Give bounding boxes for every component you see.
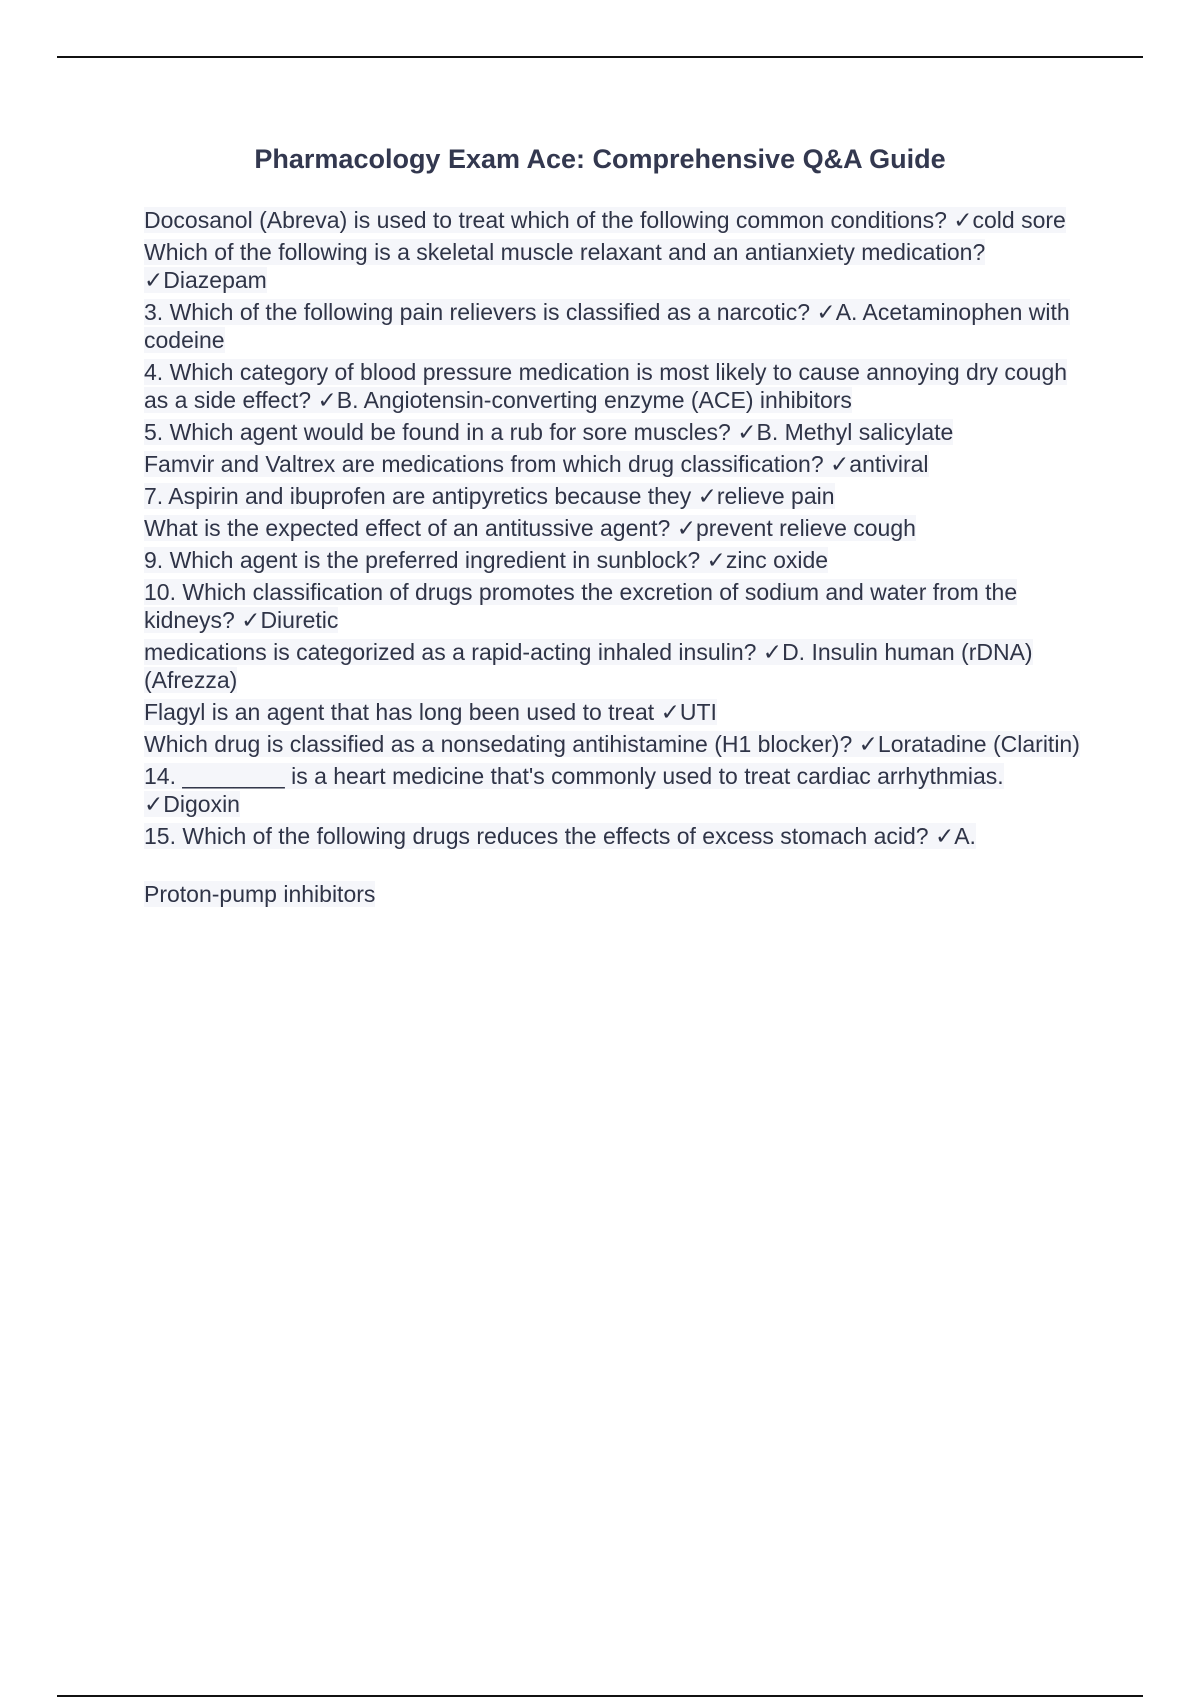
qa-item: 3. Which of the following pain relievers is classified as a narcotic? ✓A. Acetaminophen with codeine xyxy=(144,299,1070,353)
qa-item: 4. Which category of blood pressure medication is most likely to cause annoying dry cough as a side effect? ✓B. Angiotensin-converting enzyme (ACE) inhibitors xyxy=(144,359,1068,413)
qa-item: Which drug is classified as a nonsedating antihistamine (H1 blocker)? ✓Loratadine (Claritin) xyxy=(144,731,1080,757)
qa-list xyxy=(144,206,1084,912)
qa-item: 15. Which of the following drugs reduces the effects of excess stomach acid? ✓A. xyxy=(144,823,976,849)
bottom-rule xyxy=(57,1695,1143,1697)
qa-answer-continuation: Proton-pump inhibitors xyxy=(144,881,376,907)
qa-item: 10. Which classification of drugs promotes the excretion of sodium and water from the kidneys? ✓Diuretic xyxy=(144,579,1018,633)
qa-item: Flagyl is an agent that has long been used to treat ✓UTI xyxy=(144,699,717,725)
qa-item: 9. Which agent is the preferred ingredient in sunblock? ✓zinc oxide xyxy=(144,547,829,573)
qa-item: Which of the following is a skeletal muscle relaxant and an antianxiety medication? ✓Diazepam xyxy=(144,239,986,293)
qa-item: Docosanol (Abreva) is used to treat which of the following common conditions? ✓cold sore xyxy=(144,207,1066,233)
qa-item: 5. Which agent would be found in a rub for sore muscles? ✓B. Methyl salicylate xyxy=(144,419,954,445)
qa-item: What is the expected effect of an antitussive agent? ✓prevent relieve cough xyxy=(144,515,916,541)
qa-item: 7. Aspirin and ibuprofen are antipyretics because they ✓relieve pain xyxy=(144,483,835,509)
qa-item: 14. ________ is a heart medicine that's commonly used to treat cardiac arrhythmias. ✓Digoxin xyxy=(144,763,1004,817)
qa-item: Famvir and Valtrex are medications from which drug classification? ✓antiviral xyxy=(144,451,929,477)
page-title: Pharmacology Exam Ace: Comprehensive Q&A Guide xyxy=(254,144,946,174)
top-rule xyxy=(57,56,1143,58)
qa-item: medications is categorized as a rapid-acting inhaled insulin? ✓D. Insulin human (rDNA) (Afrezza) xyxy=(144,639,1033,693)
